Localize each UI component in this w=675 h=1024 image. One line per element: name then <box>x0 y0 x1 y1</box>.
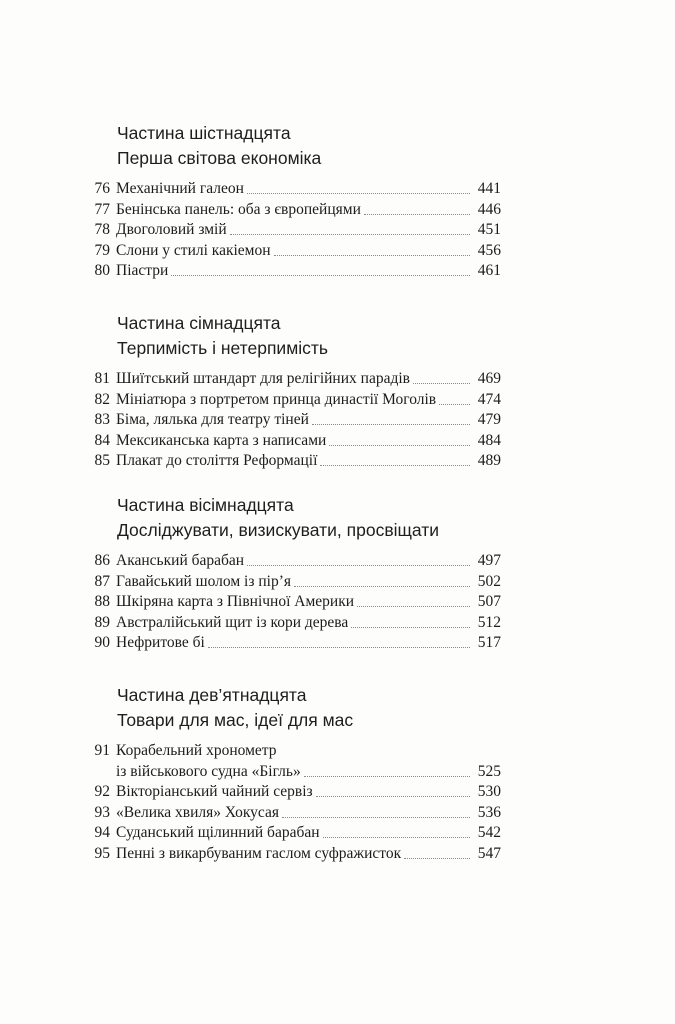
toc-entry <box>0 613 675 634</box>
toc-entry <box>0 220 675 241</box>
entry-page: 479 <box>477 411 501 428</box>
entry-title: Корабельний хронометр <box>116 742 277 759</box>
part-title: Досліджувати, визискувати, просвіщати <box>117 520 440 540</box>
entry-page: 530 <box>477 783 501 800</box>
entry-page: 469 <box>477 370 501 387</box>
entry-title: Мініатюра з портретом принца династії Моголів <box>116 390 437 408</box>
entry-title: Піастри <box>116 262 169 279</box>
entry-page: 536 <box>477 803 501 821</box>
dot-leader <box>247 193 470 194</box>
entry-page: 525 <box>477 762 501 780</box>
toc-entries <box>0 741 675 864</box>
entry-number: 79 <box>94 241 110 259</box>
entry-number: 83 <box>94 411 110 428</box>
dot-leader <box>316 796 470 797</box>
entry-number: 95 <box>94 844 110 862</box>
entry-title: Двоголовий змій <box>116 221 227 238</box>
toc-entry <box>0 741 675 782</box>
toc-entry <box>0 823 675 844</box>
entry-page: 542 <box>477 824 501 841</box>
entry-title: «Велика хвиля» Хокусая <box>116 803 280 821</box>
entry-number: 81 <box>94 370 110 387</box>
entry-number: 93 <box>94 803 110 821</box>
entry-title: Нефритове бі <box>116 634 205 651</box>
part-label: Частина сімнадцята <box>117 313 281 333</box>
entry-number: 88 <box>94 593 110 610</box>
entry-number: 85 <box>94 452 110 469</box>
toc-entry <box>0 241 675 262</box>
entry-number: 82 <box>94 390 110 408</box>
dot-leader <box>171 275 470 276</box>
toc-entry <box>0 200 675 221</box>
entry-number: 87 <box>94 572 110 590</box>
entry-page: 456 <box>477 241 501 259</box>
entry-title: Механічний галеон <box>116 180 244 197</box>
entry-page: 484 <box>477 431 501 449</box>
entry-page: 547 <box>477 844 501 862</box>
toc-entry <box>0 782 675 803</box>
entry-title: Плакат до століття Реформації <box>116 452 318 469</box>
entry-number: 92 <box>94 783 110 800</box>
entry-title: Шкіряна карта з Північної Америки <box>116 593 355 610</box>
toc-entry <box>0 410 675 431</box>
entry-page: 497 <box>477 552 501 569</box>
part-label: Частина дев’ятнадцята <box>117 685 307 705</box>
dot-leader <box>294 586 470 587</box>
entry-title-continued: із військового судна «Бігль» <box>116 762 301 780</box>
dot-leader <box>230 234 470 235</box>
dot-leader <box>312 424 470 425</box>
toc-entry <box>0 572 675 593</box>
entry-title: Аканський барабан <box>116 552 245 569</box>
entry-page: 446 <box>477 200 501 218</box>
part-title: Терпимість і нетерпимість <box>117 338 328 358</box>
toc-entry <box>0 633 675 654</box>
part-label: Частина вісімнадцята <box>117 495 294 515</box>
entry-title: Гавайський шолом із пір’я <box>116 572 291 590</box>
toc-entry <box>0 179 675 200</box>
entry-number: 86 <box>94 552 110 569</box>
entry-page: 474 <box>477 390 501 408</box>
toc-entry <box>0 592 675 613</box>
entry-number: 94 <box>94 824 110 841</box>
entry-page: 461 <box>477 262 501 279</box>
entry-page: 441 <box>477 180 501 197</box>
entry-number: 89 <box>94 613 110 631</box>
dot-leader <box>208 647 470 648</box>
toc-entries <box>0 179 675 282</box>
entry-number: 78 <box>94 221 110 238</box>
entry-title: Бенінська панель: оба з європейцями <box>116 200 361 218</box>
toc-entries <box>0 369 675 472</box>
entry-page: 507 <box>477 593 501 610</box>
entry-page: 502 <box>477 572 501 590</box>
entry-title: Австралійський щит із кори дерева <box>116 613 349 631</box>
entry-title: Шиїтський штандарт для релігійних парадів <box>116 370 410 387</box>
part-label: Частина шістнадцята <box>117 123 291 143</box>
dot-leader <box>364 214 470 215</box>
entry-title: Слони у стилі какіемон <box>116 241 271 259</box>
dot-leader <box>351 627 470 628</box>
dot-leader <box>304 776 470 777</box>
entry-page: 517 <box>477 634 501 651</box>
toc-entry <box>0 261 675 282</box>
entry-number: 80 <box>94 262 110 279</box>
toc-entry <box>0 431 675 452</box>
entry-title: Мексиканська карта з написами <box>116 431 327 449</box>
entry-title: Пенні з викарбуваним гаслом суфражисток <box>116 844 402 862</box>
entry-number: 77 <box>94 200 110 218</box>
entry-title: Вікторіанський чайний сервіз <box>116 783 313 800</box>
entry-number: 84 <box>94 431 110 449</box>
entry-title: Біма, лялька для театру тіней <box>116 411 309 428</box>
entry-page: 451 <box>477 221 501 238</box>
dot-leader <box>247 565 470 566</box>
toc-entry <box>0 803 675 824</box>
toc-entry <box>0 844 675 865</box>
entry-number: 90 <box>94 634 110 651</box>
toc-entries <box>0 551 675 654</box>
entry-page: 512 <box>477 613 501 631</box>
toc-entry <box>0 551 675 572</box>
entry-page: 489 <box>477 452 501 469</box>
entry-number: 76 <box>94 180 110 197</box>
dot-leader <box>357 606 470 607</box>
part-title: Товари для мас, ідеї для мас <box>117 710 354 730</box>
toc-entry <box>0 451 675 472</box>
entry-number: 91 <box>94 742 110 759</box>
entry-title: Суданський щілинний барабан <box>116 824 320 841</box>
toc-entry <box>0 390 675 411</box>
dot-leader <box>320 465 470 466</box>
dot-leader <box>323 837 470 838</box>
part-title: Перша світова економіка <box>117 148 322 168</box>
toc-entry <box>0 369 675 390</box>
dot-leader <box>282 817 470 818</box>
dot-leader <box>329 445 470 446</box>
dot-leader <box>274 255 470 256</box>
